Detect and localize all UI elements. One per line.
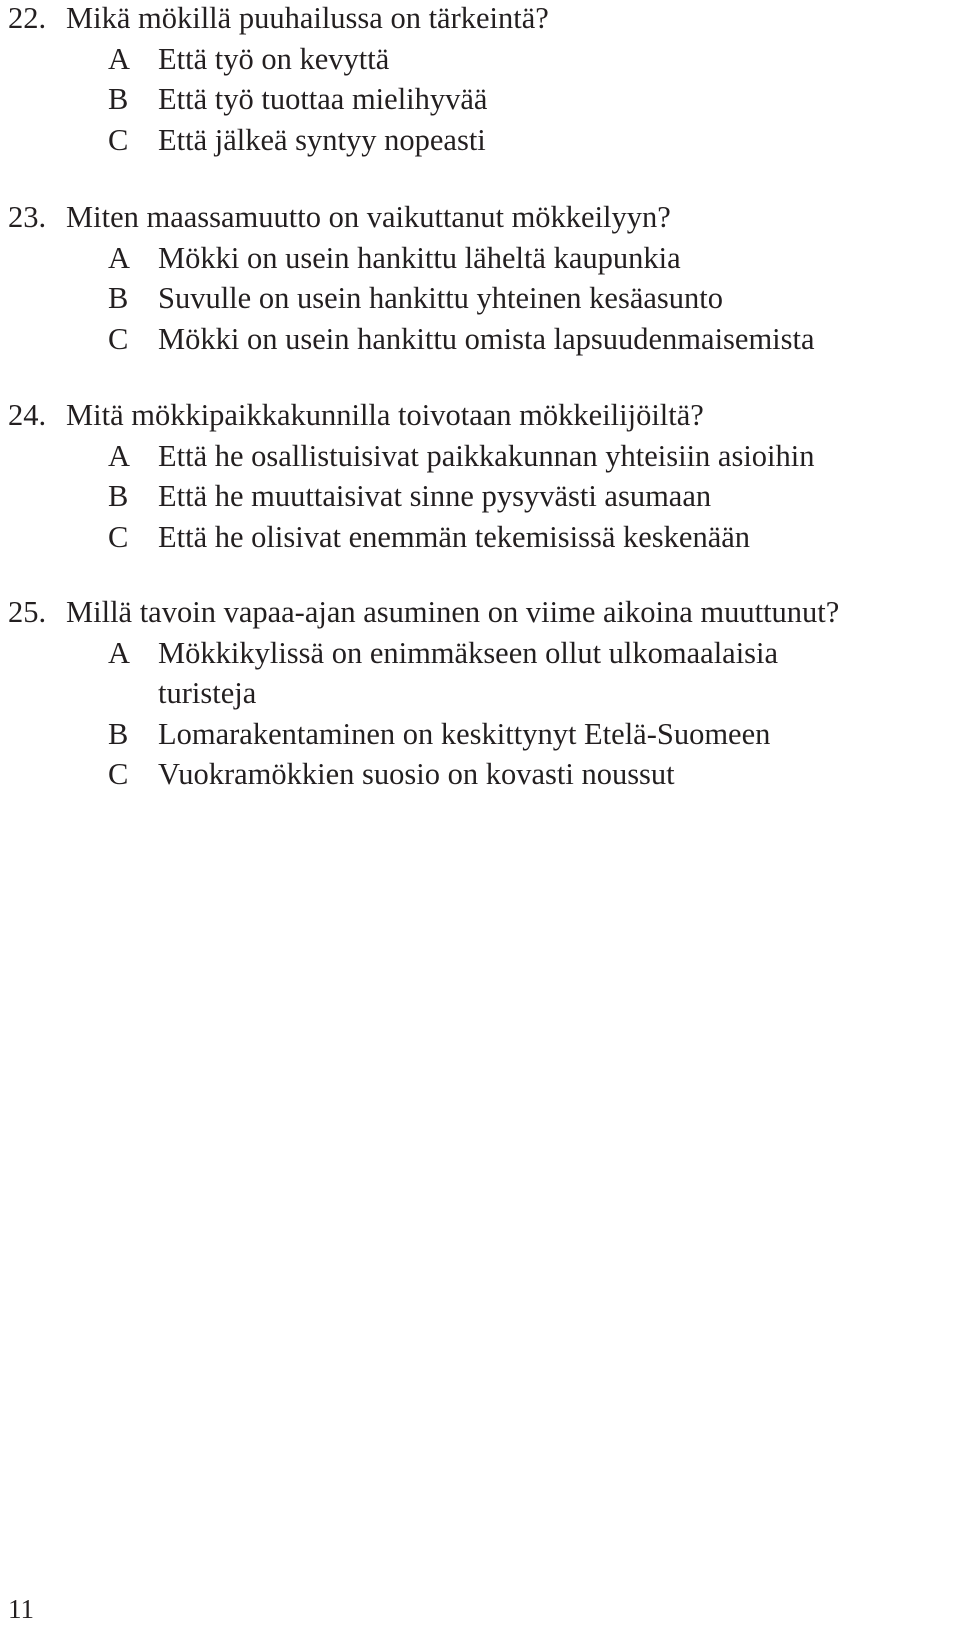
question-text: Miten maassamuutto on vaikuttanut mökkeilyyn? <box>66 200 671 234</box>
option-letter: B <box>108 281 129 315</box>
option-text: Että työ tuottaa mielihyvää <box>158 82 488 116</box>
option-text: Mökki on usein hankittu läheltä kaupunkia <box>158 240 681 275</box>
option-letter: A <box>108 41 131 76</box>
answer-option-a <box>8 238 958 279</box>
option-text: Mökki on usein hankittu omista lapsuudenmaisemista <box>158 321 815 356</box>
question-24 <box>8 395 958 557</box>
option-text: Että he muuttaisivat sinne pysyvästi asumaan <box>158 479 712 513</box>
option-text: Vuokramökkien suosio on kovasti noussut <box>158 757 675 791</box>
question-line <box>8 395 958 436</box>
answer-option-a <box>8 436 958 477</box>
question-text: Mitä mökkipaikkakunnilla toivotaan mökkeilijöiltä? <box>66 398 704 432</box>
option-letter: A <box>108 240 131 275</box>
question-number: 23. <box>8 200 47 234</box>
option-letter: B <box>108 82 129 116</box>
answer-option-a <box>8 633 958 674</box>
option-letter: B <box>108 479 129 513</box>
question-22 <box>8 0 958 160</box>
question-line <box>8 197 958 238</box>
question-23 <box>8 197 958 359</box>
question-text: Millä tavoin vapaa-ajan asuminen on viime aikoina muuttunut? <box>66 595 840 629</box>
answer-option-a-continuation <box>8 673 958 714</box>
answer-option-b <box>8 79 958 120</box>
option-letter: C <box>108 321 129 356</box>
option-letter: A <box>108 635 131 670</box>
option-letter: B <box>108 716 129 751</box>
option-letter: C <box>108 519 129 554</box>
question-25 <box>8 592 958 795</box>
option-text: Että he olisivat enemmän tekemisissä keskenään <box>158 519 751 554</box>
option-letter: C <box>108 122 129 157</box>
option-text-continuation: turisteja <box>158 676 257 710</box>
question-line <box>8 592 958 633</box>
option-text: Lomarakentaminen on keskittynyt Etelä-Suomeen <box>158 716 771 751</box>
question-number: 22. <box>8 1 47 35</box>
question-number: 25. <box>8 595 47 629</box>
answer-option-c <box>8 754 958 795</box>
answer-option-b <box>8 278 958 319</box>
option-text: Mökkikylissä on enimmäkseen ollut ulkomaalaisia <box>158 635 779 670</box>
question-text: Mikä mökillä puuhailussa on tärkeintä? <box>66 1 549 35</box>
option-letter: C <box>108 757 129 791</box>
option-text: Suvulle on usein hankittu yhteinen kesäasunto <box>158 281 724 315</box>
option-text: Että he osallistuisivat paikkakunnan yhteisiin asioihin <box>158 438 815 473</box>
page-number: 11 <box>8 1594 34 1624</box>
answer-option-c <box>8 319 958 360</box>
question-number: 24. <box>8 398 47 432</box>
option-text: Että työ on kevyttä <box>158 41 390 76</box>
answer-option-c <box>8 120 958 161</box>
answer-option-c <box>8 517 958 558</box>
answer-option-b <box>8 714 958 755</box>
answer-option-a <box>8 39 958 80</box>
option-letter: A <box>108 438 131 473</box>
option-text: Että jälkeä syntyy nopeasti <box>158 122 486 157</box>
question-line <box>8 0 958 39</box>
answer-option-b <box>8 476 958 517</box>
